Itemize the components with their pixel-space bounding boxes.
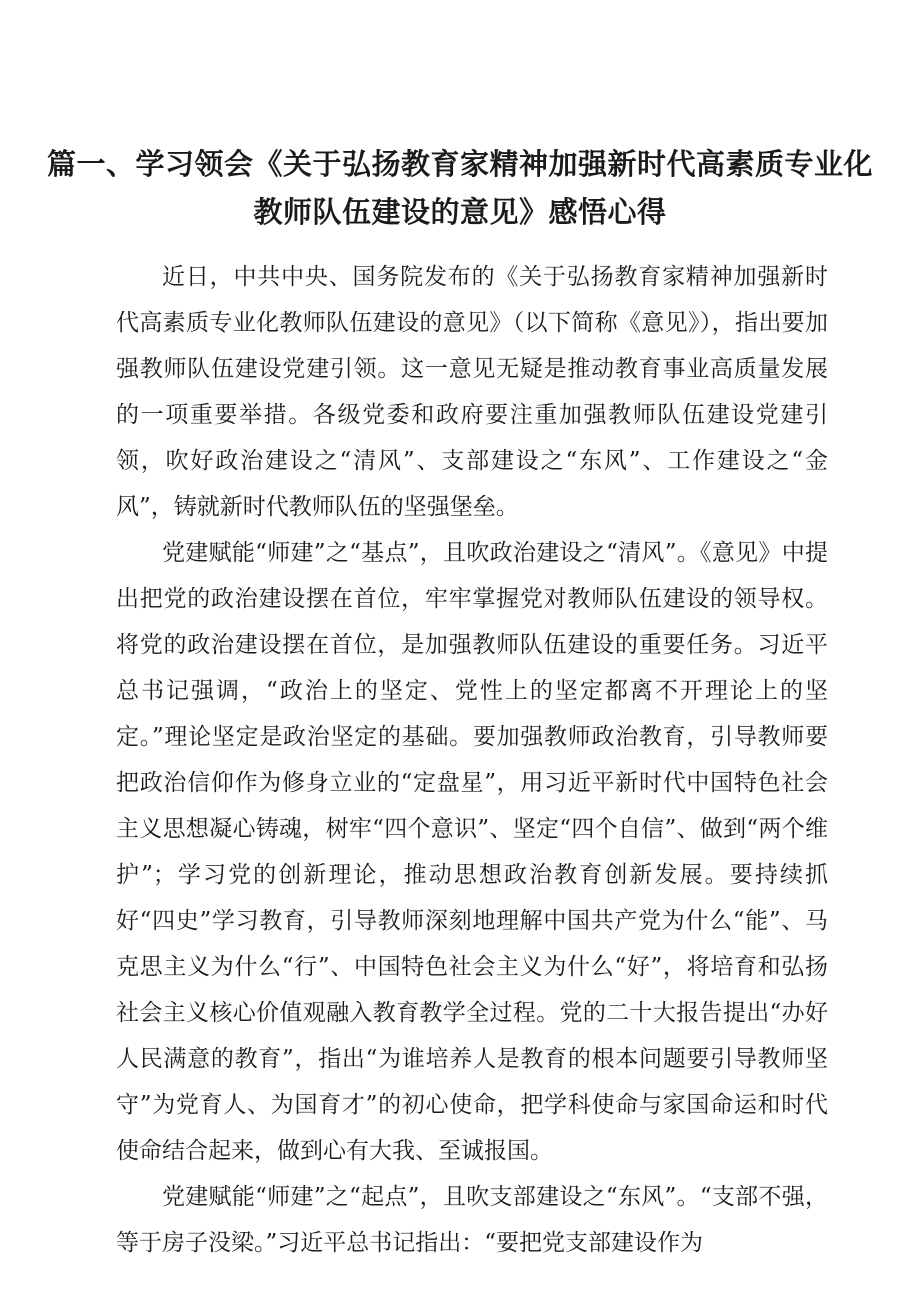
- paragraph-intro: 近日，中共中央、国务院发布的《关于弘扬教育家精神加强新时代高素质专业化教师队伍建设的意见》（以下简称《意见》），指出要加强教师队伍建设党建引领。这一意见无疑是推动教育事业高质量发展的一项重要举措。各级党委和政府要注重加强教师队伍建设党建引领，吹好政治建设之“清风”、支部建设之“东风”、工作建设之“金风”，铸就新时代教师队伍的坚强堡垒。: [116, 264, 828, 520]
- paragraph-branch-building: 党建赋能“师建”之“起点”，且吹支部建设之“东风”。“支部不强，等于房子没梁。”习近平总书记指出：“要把党支部建设作为: [116, 1184, 828, 1256]
- document-title: [0, 140, 920, 236]
- title-line-2: 教师队伍建设的意见》感悟心得: [253, 195, 667, 229]
- paragraph-political-building: 党建赋能“师建”之“基点”，且吹政治建设之“清风”。《意见》中提出把党的政治建设摆在首位，牢牢掌握党对教师队伍建设的领导权。将党的政治建设摆在首位，是加强教师队伍建设的重要任务。习近平总书记强调，“政治上的坚定、党性上的坚定都离不开理论上的坚定。”理论坚定是政治坚定的基础。要加强教师政治教育，引导教师要把政治信仰作为修身立业的“定盘星”，用习近平新时代中国特色社会主义思想凝心铸魂，树牢“四个意识”、坚定“四个自信”、做到“两个维护”；学习党的创新理论，推动思想政治教育创新发展。要持续抓好“四史”学习教育，引导教师深刻地理解中国共产党为什么“能”、马克思主义为什么“行”、中国特色社会主义为什么“好”，将培育和弘扬社会主义核心价值观融入教育教学全过程。党的二十大报告提出“办好人民满意的教育”，指出“为谁培养人是教育的根本问题要引导教师坚守”为党育人、为国育才”的初心使命，把学科使命与家国命运和时代使命结合起来，做到心有大我、至诚报国。: [116, 540, 828, 1164]
- title-line-1: 篇一、学习领会《关于弘扬教育家精神加强新时代高素质专业化: [46, 147, 873, 181]
- document-body: [116, 254, 828, 1266]
